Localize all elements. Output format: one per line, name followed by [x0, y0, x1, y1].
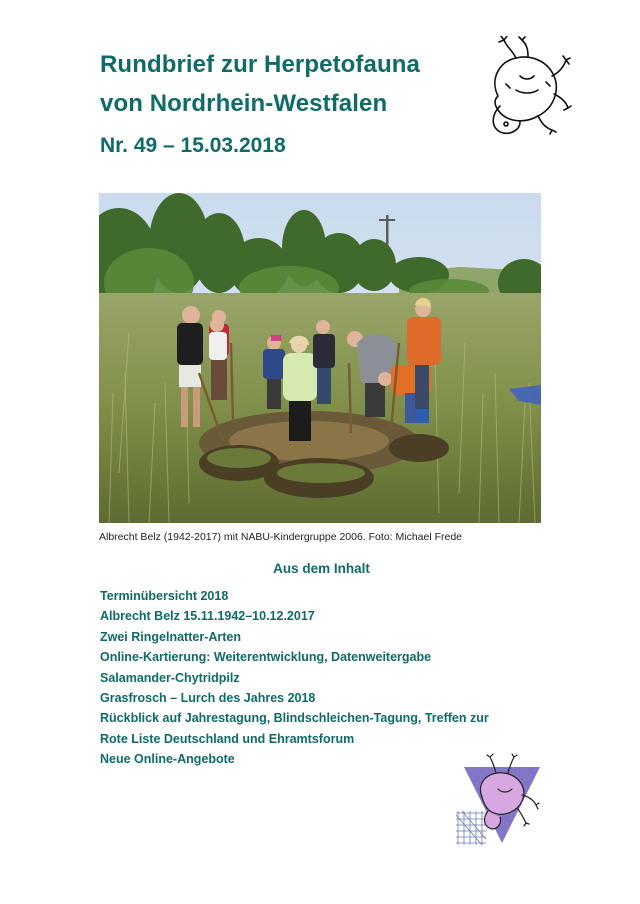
contents-item: Salamander-Chytridpilz [100, 670, 240, 685]
cover-photo [99, 193, 541, 523]
contents-heading: Aus dem Inhalt [273, 561, 370, 576]
contents-list [100, 586, 489, 770]
newsletter-title-line2: von Nordrhein-Westfalen [100, 90, 388, 117]
contents-item: Rückblick auf Jahrestagung, Blindschleichen-Tagung, Treffen zur [100, 711, 489, 726]
photo-caption: Albrecht Belz (1942-2017) mit NABU-Kindergruppe 2006. Foto: Michael Frede [99, 531, 463, 543]
contents-item: Online-Kartierung: Weiterentwicklung, Datenweitergabe [100, 650, 432, 665]
contents-item: Albrecht Belz 15.11.1942–10.12.2017 [100, 609, 315, 624]
frog-triangle-icon [452, 753, 544, 849]
frog-outline-icon [476, 36, 572, 138]
contents-item: Zwei Ringelnatter-Arten [100, 629, 241, 644]
contents-item: Neue Online-Angebote [100, 752, 235, 767]
contents-item: Terminübersicht 2018 [100, 589, 229, 603]
contents-item: Rote Liste Deutschland und Ehramtsforum [100, 731, 355, 746]
contents-item: Grasfrosch – Lurch des Jahres 2018 [100, 690, 316, 705]
issue-number-date: Nr. 49 – 15.03.2018 [100, 134, 286, 157]
newsletter-title-line1: Rundbrief zur Herpetofauna [100, 51, 420, 78]
